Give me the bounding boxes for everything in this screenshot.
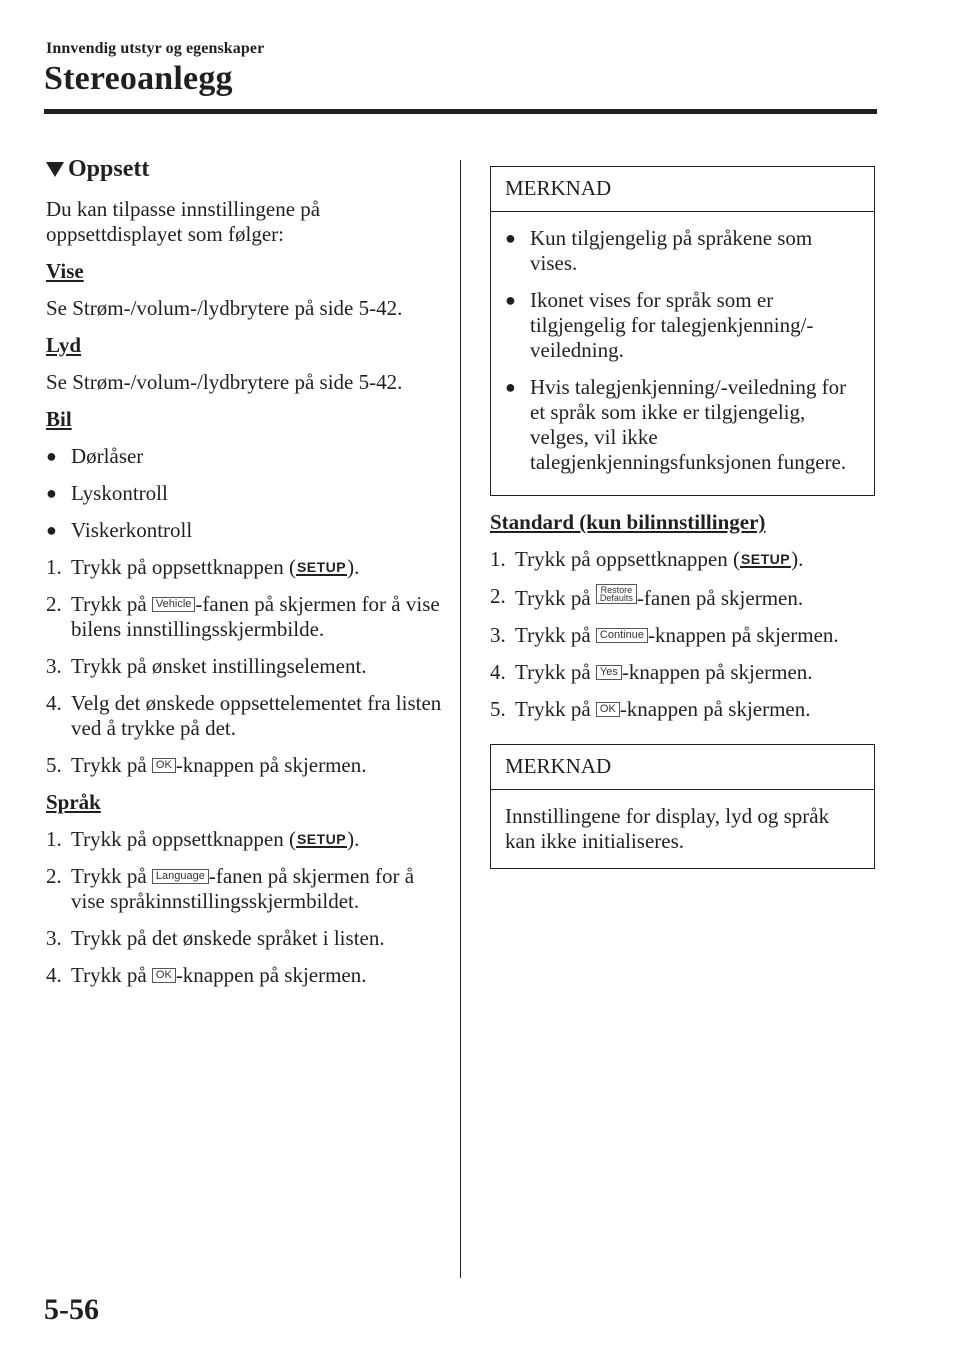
step-item: 1. Trykk på oppsettknappen (SETUP). xyxy=(490,547,804,571)
bullet-dot-icon: ● xyxy=(46,483,57,503)
note-bullet: ● Hvis talegjenkjenning/-veiledning for et språk som ikke er tilgjengelig, velges, vil ikke talegjenkjenningsfunksjonen fungere. xyxy=(505,375,847,474)
vehicle-tab-icon: Vehicle xyxy=(152,597,195,612)
bullet-item: ● Viskerkontroll xyxy=(46,518,193,542)
setup-button-icon: SETUP xyxy=(296,831,347,847)
step-item: 3. Trykk på det ønskede språket i listen. xyxy=(46,926,385,950)
setup-button-icon: SETUP xyxy=(740,551,791,567)
section-label: Innvendig utstyr og egenskaper xyxy=(46,40,265,57)
step-item: 2. Trykk på Restore Defaults -fanen på skjermen. xyxy=(490,584,804,610)
note-bullet: ● Kun tilgjengelig på språkene som vises. xyxy=(505,226,813,275)
step-item: 3. Trykk på ønsket instillingselement. xyxy=(46,654,367,678)
continue-button-icon: Continue xyxy=(596,628,648,643)
bullet-dot-icon: ● xyxy=(46,446,57,466)
restore-defaults-tab-icon: Restore Defaults xyxy=(596,584,637,604)
column-divider xyxy=(460,160,461,1278)
note-text: Innstillingene for display, lyd og språk kan ikke initialiseres. xyxy=(505,804,830,853)
step-item: 3. Trykk på Continue -knappen på skjermen. xyxy=(490,623,839,647)
vise-text: Se Strøm-/volum-/lydbrytere på side 5-42. xyxy=(46,296,403,320)
bullet-item: ● Dørlåser xyxy=(46,444,144,468)
right-column xyxy=(490,166,875,893)
oppsett-heading: Oppsett xyxy=(46,156,446,183)
yes-button-icon: Yes xyxy=(596,665,622,680)
note-bullet: ● Ikonet vises for språk som er tilgjengelig for talegjenkjenning/-veiledning. xyxy=(505,288,814,362)
note-box xyxy=(490,744,875,869)
language-tab-icon: Language xyxy=(152,869,209,884)
step-item: 4. Velg det ønskede oppsettelementet fra listen ved å trykke på det. xyxy=(46,691,442,740)
ok-button-icon: OK xyxy=(596,702,620,717)
lyd-text: Se Strøm-/volum-/lydbrytere på side 5-42. xyxy=(46,370,403,394)
step-item: 1. Trykk på oppsettknappen (SETUP). xyxy=(46,827,360,851)
left-column xyxy=(46,156,446,1000)
step-item: 5. Trykk på OK -knappen på skjermen. xyxy=(490,697,811,721)
lyd-subheading: Lyd xyxy=(46,333,82,357)
setup-button-icon: SETUP xyxy=(296,559,347,575)
bil-subheading: Bil xyxy=(46,407,72,431)
note-title: MERKNAD xyxy=(491,167,874,212)
intro-text: Du kan tilpasse innstillingene på oppsettdisplayet som følger: xyxy=(46,197,321,246)
bullet-item: ● Lyskontroll xyxy=(46,481,168,505)
ok-button-icon: OK xyxy=(152,758,176,773)
standard-subheading: Standard (kun bilinnstillinger) xyxy=(490,510,766,534)
bullet-dot-icon: ● xyxy=(505,377,516,397)
note-box xyxy=(490,166,875,496)
step-item: 1. Trykk på oppsettknappen (SETUP). xyxy=(46,555,360,579)
bullet-dot-icon: ● xyxy=(46,520,57,540)
step-item: 4. Trykk på Yes -knappen på skjermen. xyxy=(490,660,813,684)
note-title: MERKNAD xyxy=(491,745,874,790)
bullet-dot-icon: ● xyxy=(505,290,516,310)
triangle-down-icon xyxy=(46,162,64,177)
sprak-subheading: Språk xyxy=(46,790,101,814)
note-body xyxy=(491,212,874,495)
step-item: 4. Trykk på OK -knappen på skjermen. xyxy=(46,963,367,987)
ok-button-icon: OK xyxy=(152,968,176,983)
page-number: 5-56 xyxy=(44,1293,99,1326)
note-body xyxy=(491,790,874,868)
header-rule xyxy=(44,109,877,114)
bullet-dot-icon: ● xyxy=(505,228,516,248)
step-item: 2. Trykk på Vehicle -fanen på skjermen for å vise bilens innstillingsskjermbilde. xyxy=(46,592,440,641)
step-item: 2. Trykk på Language -fanen på skjermen for å vise språkinnstillingsskjermbildet. xyxy=(46,864,415,913)
vise-subheading: Vise xyxy=(46,259,84,283)
chapter-title: Stereoanlegg xyxy=(44,60,233,97)
step-item: 5. Trykk på OK -knappen på skjermen. xyxy=(46,753,367,777)
